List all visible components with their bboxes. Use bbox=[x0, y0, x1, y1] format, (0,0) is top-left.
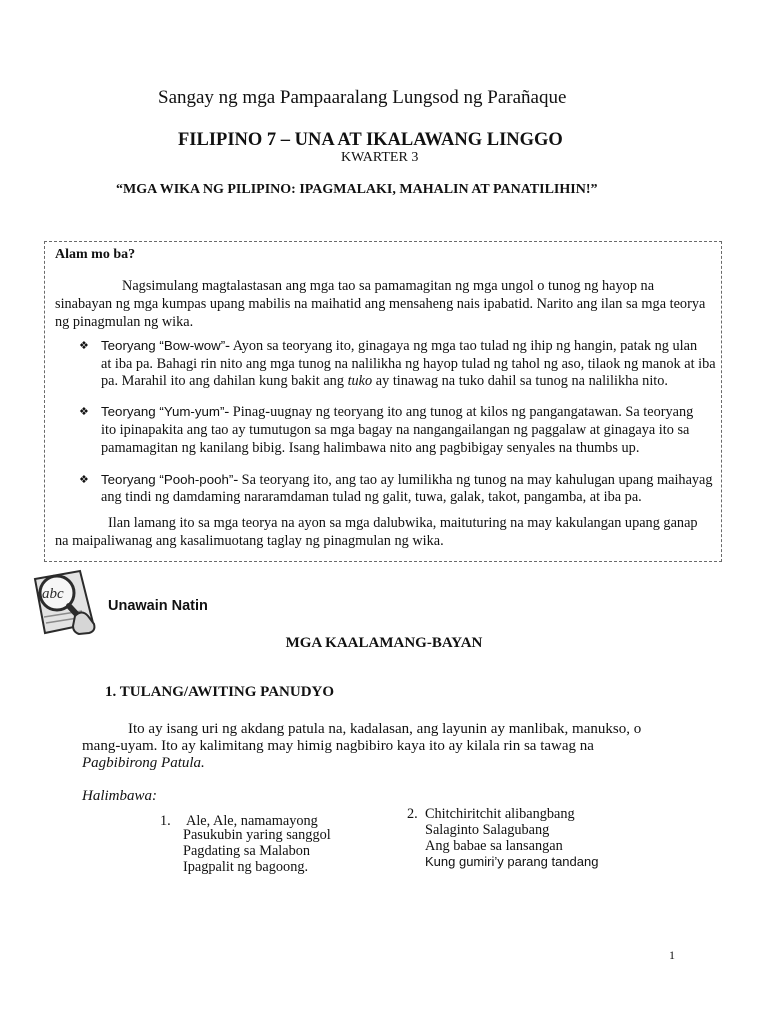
diamond-bullet-icon: ❖ bbox=[79, 339, 89, 352]
theory-text: ay tinawag na tuko dahil sa tunog na nalilikha nito. bbox=[372, 373, 668, 389]
theory-line bbox=[101, 337, 697, 355]
paragraph-line: Ito ay isang uri ng akdang patula na, kadalasan, ang layunin ay manlibak, manukso, o bbox=[128, 721, 642, 737]
theory-text: pa. Marahil ito ang dahilan kung bakit ang bbox=[101, 373, 348, 389]
theory-line: ang tindi ng damdaming nararamdaman tulad ng galit, tuwa, galak, takot, pangamba, at iba pa. bbox=[101, 489, 642, 505]
example-line: Pasukubin yaring sanggol bbox=[183, 827, 331, 843]
theory-line bbox=[101, 471, 713, 489]
theory-text: - Sa teoryang ito, ang tao ay lumilikha ng tunog na may kahulugan upang maihayag bbox=[233, 472, 713, 488]
box-title: Alam mo ba? bbox=[55, 247, 136, 262]
example-line: Kung gumiri’y parang tandang bbox=[425, 854, 599, 869]
section-subtitle: 1. TULANG/AWITING PANUDYO bbox=[105, 684, 335, 700]
example-line: Ang babae sa lansangan bbox=[425, 838, 563, 854]
theory-name: Teoryang “Yum-yum” bbox=[101, 404, 225, 419]
theory-line: ito ipinapakita ang tao ay tumutugon sa mga bagay na nangangailangan ng paggalaw at ginagaya ito sa bbox=[101, 422, 690, 438]
theory-name: Teoryang “Bow-wow” bbox=[101, 338, 226, 353]
intro-line: ng pinagmulan ng wika. bbox=[55, 314, 194, 330]
example-line: Ale, Ale, namamayong bbox=[186, 813, 318, 829]
theory-line bbox=[101, 372, 668, 390]
abc-magnifier-icon bbox=[30, 567, 98, 637]
diamond-bullet-icon: ❖ bbox=[79, 473, 89, 486]
intro-line: Nagsimulang magtalastasan ang mga tao sa pamamagitan ng mga ungol o tunog ng hayop na bbox=[122, 278, 655, 294]
section-title: MGA KAALAMANG-BAYAN bbox=[285, 635, 483, 651]
examples-label: Halimbawa: bbox=[82, 788, 157, 804]
intro-line: sinabayan ng mga kumpas upang mabilis na maihatid ang mensaheng nais ipabatid. Narito ang ilan sa mga teorya bbox=[55, 296, 706, 312]
quarter-label: KWARTER 3 bbox=[341, 150, 419, 165]
theory-line: pamamagitan ng kanilang bibig. Isang halimbawa nito ang pagbibigay senyales na thumbs up. bbox=[101, 440, 640, 456]
theory-line: at iba pa. Bahagi rin nito ang mga tunog na nalilikha ng hayop tulad ng tahol ng aso, tilaok ng manok at iba bbox=[101, 356, 716, 372]
example-line: Pagdating sa Malabon bbox=[183, 843, 311, 859]
diamond-bullet-icon: ❖ bbox=[79, 405, 89, 418]
example-number: 2. bbox=[407, 806, 418, 822]
closing-line: Ilan lamang ito sa mga teorya na ayon sa mga dalubwika, maituturing na may kakulangan upang ganap bbox=[108, 515, 698, 531]
closing-line: na maipaliwanag ang kasalimuotang taglay ng pinagmulan ng wika. bbox=[55, 533, 444, 549]
theory-line bbox=[101, 403, 693, 421]
example-line: Ipagpalit ng bagoong. bbox=[183, 859, 309, 875]
theory-name: Teoryang “Pooh-pooh” bbox=[101, 472, 234, 487]
icon-lettering: abc bbox=[42, 586, 64, 602]
paragraph-line: Pagbibirong Patula. bbox=[82, 755, 205, 771]
example-number: 1. bbox=[160, 813, 171, 829]
unawain-natin-label: Unawain Natin bbox=[108, 598, 208, 614]
subject-title: FILIPINO 7 – UNA AT IKALAWANG LINGGO bbox=[178, 130, 563, 150]
italic-term: tuko bbox=[347, 373, 373, 389]
theme-title: “MGA WIKA NG PILIPINO: IPAGMALAKI, MAHALIN AT PANATILIHIN!” bbox=[116, 182, 598, 197]
theory-text: - Pinag-uugnay ng teoryang ito ang tunog at kilos ng pangangatawan. Sa teoryang bbox=[224, 404, 694, 420]
theory-text: - Ayon sa teoryang ito, ginagaya ng mga tao tulad ng ihip ng hangin, patak ng ulan bbox=[225, 338, 698, 354]
division-heading: Sangay ng mga Pampaaralang Lungsod ng Parañaque bbox=[158, 87, 567, 108]
page-number: 1 bbox=[669, 948, 675, 962]
example-line: Chitchiritchit alibangbang bbox=[425, 806, 575, 822]
paragraph-line: mang-uyam. Ito ay kalimitang may himig nagbibiro kaya ito ay kilala rin sa tawag na bbox=[82, 738, 594, 754]
example-line: Salaginto Salagubang bbox=[425, 822, 550, 838]
